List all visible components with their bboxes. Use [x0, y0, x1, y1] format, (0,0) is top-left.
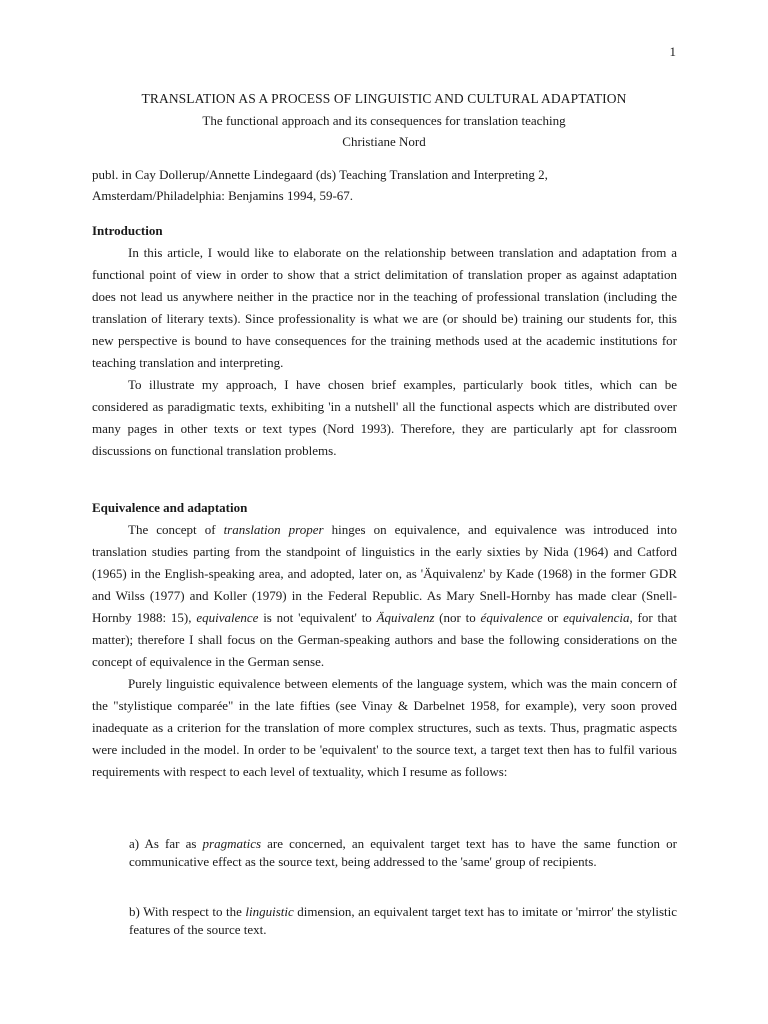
italic-term: Äquivalenz: [376, 610, 435, 625]
list-item-a: [129, 835, 677, 871]
paragraph: Purely linguistic equivalence between elements of the language system, which was the main concern of the "stylistique comparée" in the late fifties (see Vinay & Darbelnet 1958, for example), very soon proved inadequate as a criterion for the translation of more complex structures, such as texts. Thus, pragmatic aspects were included in the model. In order to be 'equivalent' to the source text, a target text then has to fulfil various requirements with respect to each level of textuality, which I resume as follows:: [92, 676, 677, 779]
text-run: hinges on equivalence, and equivalence was introduced into translation studies parting from the standpoint of linguistics in the early sixties by Nida (1964) and Catford (1965) in the English-speaking area, and adopted, later on, as 'Äquivalenz' by Kade (1968) in the former GDR and Wilss (1977) and Koller (1979) in the Federal Republic. As Mary Snell-Hornby has made clear (Snell-Hornby 1988: 15),: [92, 522, 677, 625]
list-text: [129, 903, 677, 939]
text-run: b) With respect to the: [129, 904, 246, 919]
text-run: is not 'equivalent' to: [258, 610, 377, 625]
text-run: are concerned, an equivalent target text has to have the same function or communicative effect as the source text, being addressed to the 'same' group of recipients.: [129, 836, 677, 869]
publication-note: publ. in Cay Dollerup/Annette Lindegaard (ds) Teaching Translation and Interpreting 2, Amsterdam/Philadelphia: Benjamins 1994, 59-67.: [92, 167, 548, 203]
text-run: dimension, an equivalent target text has to imitate or 'mirror' the stylistic features of the source text.: [129, 904, 677, 937]
section-heading-introduction: Introduction: [92, 223, 163, 238]
list-text: [129, 835, 677, 871]
introduction-section: [92, 220, 677, 462]
text-run: , for that matter); therefore I shall focus on the German-speaking authors and base the following considerations on the concept of equivalence in the German sense.: [92, 610, 677, 669]
italic-term: pragmatics: [202, 836, 262, 851]
text-run: a) As far as: [129, 836, 203, 851]
paragraph: To illustrate my approach, I have chosen brief examples, particularly book titles, which can be considered as paradigmatic texts, exhibiting 'in a nutshell' all the functional aspects which are distributed over many pages in other texts or text types (Nord 1993). Therefore, they are particularly apt for classroom discussions on functional translation problems.: [92, 377, 677, 458]
paragraph: In this article, I would like to elaborate on the relationship between translation and adaptation from a functional point of view in order to show that a strict delimitation of translation proper as against adaptation does not lead us anywhere neither in the practice nor in the teaching of professional translation (including the translation of literary texts). Since professionality is what we are (or should be) training our students for, this new perspective is bound to have consequences for the training methods used at the academic institutions for teaching translation and interpreting.: [92, 245, 677, 370]
document-title: TRANSLATION AS A PROCESS OF LINGUISTIC AND CULTURAL ADAPTATION: [141, 91, 627, 106]
author-name: Christiane Nord: [342, 134, 426, 149]
italic-term: équivalence: [480, 610, 543, 625]
italic-term: linguistic: [245, 904, 294, 919]
page-number: 1: [669, 44, 676, 59]
section-heading-equivalence: Equivalence and adaptation: [92, 500, 248, 515]
list-item-b: [129, 903, 677, 939]
paragraph: [92, 519, 677, 673]
text-run: The concept of: [128, 522, 224, 537]
italic-term: equivalencia: [563, 610, 630, 625]
document-subtitle: The functional approach and its consequences for translation teaching: [202, 113, 566, 128]
text-run: (nor to: [434, 610, 481, 625]
italic-term: translation proper: [223, 522, 324, 537]
text-run: or: [542, 610, 564, 625]
equivalence-section: [92, 497, 677, 783]
italic-term: equivalence: [196, 610, 259, 625]
